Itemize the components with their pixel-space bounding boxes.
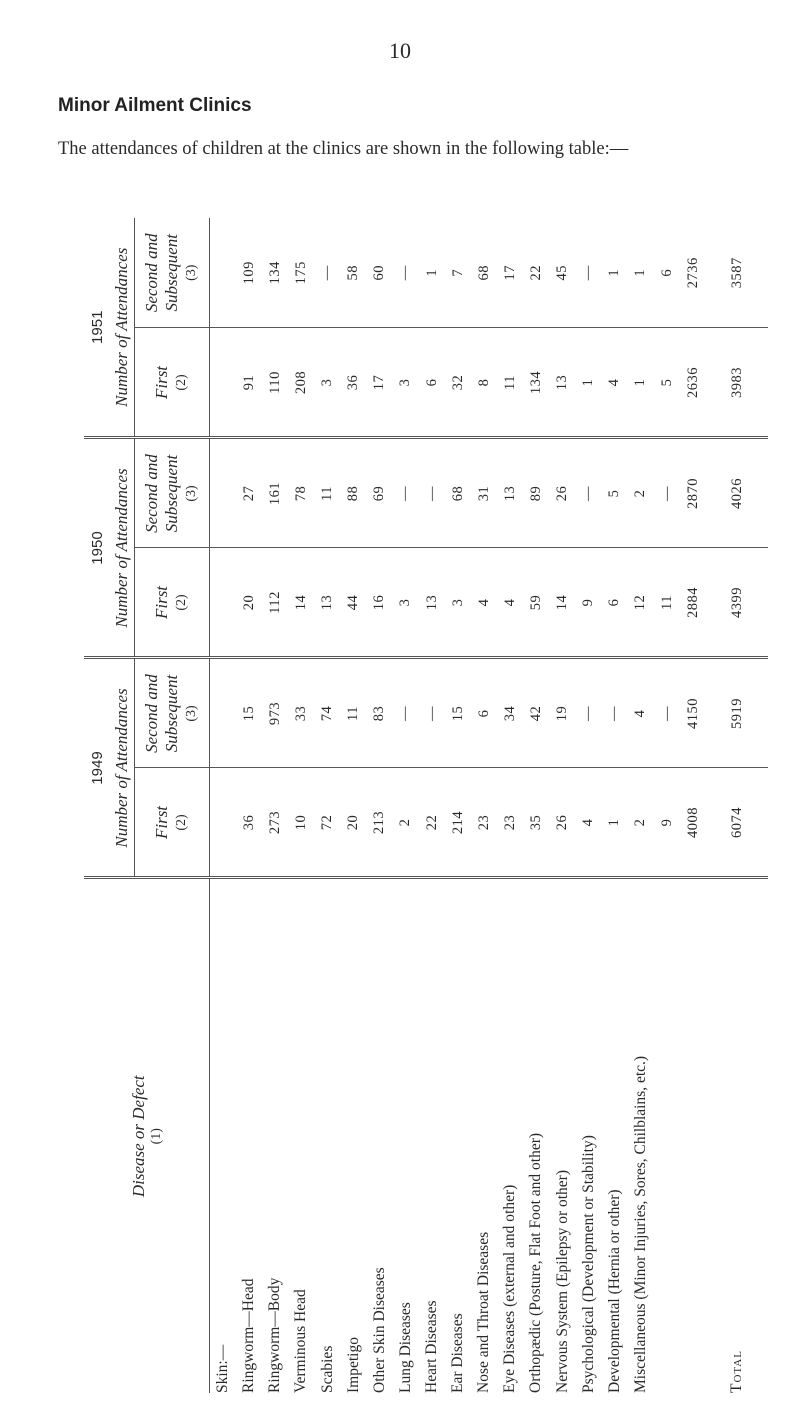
disease-name [236, 878, 262, 1393]
total-v1951-first: 3983 [706, 328, 768, 438]
group-header-1951: Number of Attendances [110, 218, 135, 438]
subtotal-row [680, 218, 706, 1393]
cell-v1951-first: 5 [654, 328, 680, 438]
cell-v1950-first: 20 [236, 548, 262, 658]
cell-v1949-second: 33 [288, 658, 314, 768]
total-label-cell [706, 878, 768, 1393]
cell-v1950-first: 12 [628, 548, 654, 658]
total-v1951-second: 3587 [706, 218, 768, 328]
cell-v1950-first: 6 [602, 548, 628, 658]
second-label: Second and Subsequent [142, 233, 181, 313]
first-header-1951 [135, 328, 210, 438]
cell-v1950-first: 4 [497, 548, 523, 658]
cell-v1949-first: 214 [445, 768, 471, 878]
cell-v1950-second: 31 [471, 438, 497, 548]
disease-name-text: Nose and Throat Diseases [475, 1231, 493, 1393]
table-row [367, 218, 393, 1393]
cell-v1951-first: 36 [341, 328, 367, 438]
disease-name-text: Ear Diseases [449, 1313, 467, 1393]
disease-name [419, 878, 445, 1393]
table-row [288, 218, 314, 1393]
cell-v1950-second: 68 [445, 438, 471, 548]
subtotal-v1950-second: 2870 [680, 438, 706, 548]
disease-name-text: Nervous System (Epilepsy or other) [553, 1170, 571, 1393]
cell-v1950-first: 4 [471, 548, 497, 658]
disease-name [288, 878, 314, 1393]
group-header-1950: Number of Attendances [110, 438, 135, 658]
disease-name [445, 878, 471, 1393]
table-row [654, 218, 680, 1393]
disease-name [628, 878, 654, 1393]
cell-v1951-first: 17 [367, 328, 393, 438]
cell-v1950-first: 44 [341, 548, 367, 658]
intro-paragraph: The attendances of children at the clinics are shown in the following table:— [58, 139, 629, 159]
page-number: 10 [389, 38, 411, 63]
cell-v1949-second: 15 [445, 658, 471, 768]
cell-v1950-second: 5 [602, 438, 628, 548]
disease-name [550, 878, 576, 1393]
table-row [550, 218, 576, 1393]
table-row [341, 218, 367, 1393]
cell-v1950-first: 9 [576, 548, 602, 658]
disease-name-text: Heart Diseases [423, 1300, 441, 1393]
cell-v1951-second: 1 [628, 218, 654, 328]
second-num: (3) [184, 485, 199, 502]
disease-name [315, 878, 341, 1393]
group-header-1949: Number of Attendances [110, 658, 135, 878]
table-row [262, 218, 288, 1393]
cell-v1951-first: 91 [236, 328, 262, 438]
cell-v1950-second: 69 [367, 438, 393, 548]
first-header-1949 [135, 768, 210, 878]
first-label: First [152, 805, 171, 840]
cell-v1949-first: 23 [471, 768, 497, 878]
disease-name-text: Eye Diseases (external and other) [501, 1184, 519, 1393]
cell-v1951-first: 208 [288, 328, 314, 438]
cell-v1951-first: 8 [471, 328, 497, 438]
cell-v1951-second: 58 [341, 218, 367, 328]
table-row [445, 218, 471, 1393]
first-header-1950 [135, 548, 210, 658]
second-num: (3) [184, 705, 199, 722]
cell-v1951-second: — [576, 218, 602, 328]
total-v1950-first: 4399 [706, 548, 768, 658]
cell-v1949-second: 42 [523, 658, 549, 768]
disease-name [523, 878, 549, 1393]
cell-v1950-first: 14 [288, 548, 314, 658]
cell-v1950-second: 2 [628, 438, 654, 548]
cell-v1950-first: 16 [367, 548, 393, 658]
table-row [497, 218, 523, 1393]
cell-v1950-second: 89 [523, 438, 549, 548]
cell-v1951-first: 13 [550, 328, 576, 438]
section-row [210, 218, 237, 1393]
table-row [576, 218, 602, 1393]
cell-v1951-first: 3 [393, 328, 419, 438]
cell-v1951-first: 134 [523, 328, 549, 438]
disease-name-text: Scabies [318, 1345, 336, 1393]
cell-v1951-second: 134 [262, 218, 288, 328]
cell-v1949-first: 20 [341, 768, 367, 878]
first-num: (2) [174, 814, 189, 831]
first-num: (2) [174, 594, 189, 611]
disease-name-text: Psychological (Development or Stability) [579, 1135, 597, 1393]
disease-name [471, 878, 497, 1393]
disease-name [497, 878, 523, 1393]
cell-v1950-first: 11 [654, 548, 680, 658]
cell-v1951-second: — [393, 218, 419, 328]
cell-v1951-first: 1 [628, 328, 654, 438]
cell-v1949-first: 26 [550, 768, 576, 878]
subtotal-label [680, 878, 706, 1393]
total-label: Total [728, 1350, 746, 1393]
total-row [706, 218, 768, 1393]
cell-v1949-first: 9 [654, 768, 680, 878]
cell-v1949-first: 10 [288, 768, 314, 878]
cell-v1949-first: 35 [523, 768, 549, 878]
disease-name-text: Developmental (Hernia or other) [605, 1189, 623, 1393]
cell-v1951-first: 1 [576, 328, 602, 438]
cell-v1951-second: 175 [288, 218, 314, 328]
cell-v1949-first: 23 [497, 768, 523, 878]
section-label: Skin:— [214, 1344, 232, 1393]
cell-v1949-second: — [393, 658, 419, 768]
cell-v1950-second: 27 [236, 438, 262, 548]
cell-v1950-first: 3 [445, 548, 471, 658]
cell-v1950-first: 3 [393, 548, 419, 658]
disease-name [576, 878, 602, 1393]
cell-v1949-first: 22 [419, 768, 445, 878]
disease-name [393, 878, 419, 1393]
cell-v1949-second: 83 [367, 658, 393, 768]
disease-name-text: Impetigo [344, 1337, 362, 1393]
table-row [602, 218, 628, 1393]
cell-v1949-second: 6 [471, 658, 497, 768]
cell-v1949-first: 1 [602, 768, 628, 878]
second-header-1951 [135, 218, 210, 328]
cell-v1949-first: 213 [367, 768, 393, 878]
cell-v1950-second: — [576, 438, 602, 548]
disease-name-text: Ringworm—Head [240, 1278, 258, 1393]
disease-name [341, 878, 367, 1393]
table-row [419, 218, 445, 1393]
cell-v1950-second: 11 [315, 438, 341, 548]
table-row [236, 218, 262, 1393]
total-v1949-second: 5919 [706, 658, 768, 768]
subtotal-v1949-second: 4150 [680, 658, 706, 768]
cell-v1949-second: 15 [236, 658, 262, 768]
table-row [523, 218, 549, 1393]
second-label: Second and Subsequent [142, 674, 181, 753]
disease-name [262, 878, 288, 1393]
total-v1949-first: 6074 [706, 768, 768, 878]
cell-v1949-first: 2 [393, 768, 419, 878]
first-label: First [152, 585, 171, 620]
cell-v1950-second: — [419, 438, 445, 548]
cell-v1950-second: 78 [288, 438, 314, 548]
cell-v1951-second: 45 [550, 218, 576, 328]
cell-v1951-second: — [315, 218, 341, 328]
disease-name-text: Lung Diseases [396, 1302, 414, 1393]
disease-header-label: Disease or Defect [128, 1075, 148, 1198]
second-header-1949 [135, 658, 210, 768]
cell-v1951-first: 32 [445, 328, 471, 438]
cell-v1950-second: 161 [262, 438, 288, 548]
cell-v1949-first: 4 [576, 768, 602, 878]
cell-v1951-first: 6 [419, 328, 445, 438]
cell-v1949-second: 74 [315, 658, 341, 768]
disease-name [602, 878, 628, 1393]
cell-v1950-first: 59 [523, 548, 549, 658]
cell-v1949-first: 72 [315, 768, 341, 878]
cell-v1949-first: 273 [262, 768, 288, 878]
second-label: Second and Subsequent [142, 454, 181, 533]
attendance-table [84, 218, 768, 1393]
cell-v1950-first: 13 [315, 548, 341, 658]
cell-v1950-first: 14 [550, 548, 576, 658]
cell-v1949-first: 2 [628, 768, 654, 878]
subtotal-v1951-second: 2736 [680, 218, 706, 328]
disease-name-text: Miscellaneous (Minor Injuries, Sores, Chilblains, etc.) [631, 1055, 649, 1393]
cell-v1951-second: 7 [445, 218, 471, 328]
cell-v1951-first: 4 [602, 328, 628, 438]
cell-v1951-second: 60 [367, 218, 393, 328]
table-row [471, 218, 497, 1393]
disease-name-text: Orthopædic (Posture, Flat Foot and other) [527, 1132, 545, 1393]
disease-name [367, 878, 393, 1393]
cell-v1949-second: 34 [497, 658, 523, 768]
cell-v1949-second: 19 [550, 658, 576, 768]
cell-v1950-first: 112 [262, 548, 288, 658]
cell-v1949-second: — [576, 658, 602, 768]
cell-v1949-second: — [654, 658, 680, 768]
cell-v1951-second: 1 [602, 218, 628, 328]
cell-v1951-first: 11 [497, 328, 523, 438]
section-heading: Minor Ailment Clinics [58, 95, 252, 116]
cell-v1949-second: 973 [262, 658, 288, 768]
table-row [628, 218, 654, 1393]
table-body [210, 218, 769, 1393]
cell-v1951-second: 6 [654, 218, 680, 328]
disease-name-text: Other Skin Diseases [370, 1267, 388, 1393]
subtotal-v1949-first: 4008 [680, 768, 706, 878]
disease-header-number: (1) [148, 1128, 164, 1145]
year-1950-header: 1950 [84, 438, 110, 658]
subtotal-v1950-first: 2884 [680, 548, 706, 658]
cell-v1949-first: 36 [236, 768, 262, 878]
subtotal-v1951-first: 2636 [680, 328, 706, 438]
disease-column-header [84, 878, 210, 1393]
table-row [315, 218, 341, 1393]
cell-v1951-first: 110 [262, 328, 288, 438]
cell-v1949-second: 11 [341, 658, 367, 768]
cell-v1950-second: — [393, 438, 419, 548]
first-label: First [152, 365, 171, 400]
first-num: (2) [174, 374, 189, 391]
year-1949-header: 1949 [84, 658, 110, 878]
disease-name [654, 878, 680, 1393]
table-row [393, 218, 419, 1393]
attendance-table-container [84, 218, 768, 1393]
cell-v1950-first: 13 [419, 548, 445, 658]
cell-v1951-second: 68 [471, 218, 497, 328]
cell-v1951-second: 109 [236, 218, 262, 328]
cell-v1950-second: 88 [341, 438, 367, 548]
second-header-1950 [135, 438, 210, 548]
cell-v1950-second: 13 [497, 438, 523, 548]
second-num: (3) [184, 264, 199, 281]
cell-v1949-second: — [419, 658, 445, 768]
cell-v1951-second: 1 [419, 218, 445, 328]
rotated-table-wrapper [84, 218, 768, 1393]
cell-v1951-second: 22 [523, 218, 549, 328]
cell-v1951-first: 3 [315, 328, 341, 438]
cell-v1949-second: — [602, 658, 628, 768]
cell-v1950-second: — [654, 438, 680, 548]
disease-name-text: Ringworm—Body [266, 1277, 284, 1393]
cell-v1951-second: 17 [497, 218, 523, 328]
cell-v1949-second: 4 [628, 658, 654, 768]
cell-v1950-second: 26 [550, 438, 576, 548]
total-v1950-second: 4026 [706, 438, 768, 548]
year-1951-header: 1951 [84, 218, 110, 438]
disease-name-text: Verminous Head [292, 1289, 310, 1393]
